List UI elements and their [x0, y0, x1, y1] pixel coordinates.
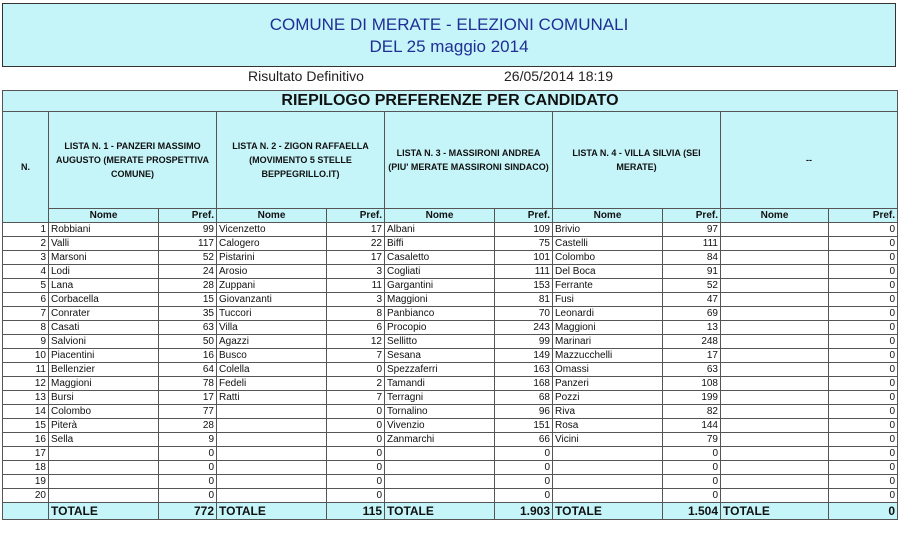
candidate-preferences: 28	[159, 419, 217, 433]
candidate-preferences: 0	[327, 447, 385, 461]
candidate-name	[721, 489, 829, 503]
candidate-name: Del Boca	[553, 265, 663, 279]
candidate-preferences: 81	[495, 293, 553, 307]
table-row	[3, 475, 898, 489]
total-label: TOTALE	[721, 503, 829, 520]
candidate-preferences: 0	[327, 475, 385, 489]
candidate-name: Marsoni	[49, 251, 159, 265]
candidate-preferences: 97	[663, 223, 721, 237]
candidate-preferences: 0	[495, 489, 553, 503]
candidate-preferences: 111	[663, 237, 721, 251]
candidate-name: Rosa	[553, 419, 663, 433]
table-row	[3, 307, 898, 321]
candidate-name: Fedeli	[217, 377, 327, 391]
candidate-name: Fusi	[553, 293, 663, 307]
pref-column-header: Pref.	[495, 209, 553, 223]
candidate-preferences: 0	[829, 377, 898, 391]
candidate-name: Lodi	[49, 265, 159, 279]
page-subtitle: DEL 25 maggio 2014	[369, 37, 529, 56]
candidate-preferences: 144	[663, 419, 721, 433]
row-number: 12	[3, 377, 49, 391]
candidate-name: Terragni	[385, 391, 495, 405]
candidate-name: Calogero	[217, 237, 327, 251]
candidate-name: Arosio	[217, 265, 327, 279]
candidate-preferences: 2	[327, 377, 385, 391]
candidate-preferences: 0	[829, 279, 898, 293]
candidate-name	[721, 307, 829, 321]
candidate-name	[217, 405, 327, 419]
row-number: 10	[3, 349, 49, 363]
table-row	[3, 405, 898, 419]
candidate-preferences: 63	[663, 363, 721, 377]
candidate-name	[217, 447, 327, 461]
candidate-preferences: 77	[159, 405, 217, 419]
candidate-preferences: 3	[327, 293, 385, 307]
candidate-preferences: 0	[829, 251, 898, 265]
candidate-name	[721, 321, 829, 335]
candidate-preferences: 0	[159, 489, 217, 503]
candidate-preferences: 7	[327, 349, 385, 363]
candidate-name	[721, 335, 829, 349]
candidate-preferences: 66	[495, 433, 553, 447]
candidate-name: Villa	[217, 321, 327, 335]
candidate-name	[553, 489, 663, 503]
candidate-name: Panbianco	[385, 307, 495, 321]
candidate-preferences: 0	[829, 293, 898, 307]
candidate-name: Colella	[217, 363, 327, 377]
pref-column-header: Pref.	[159, 209, 217, 223]
candidate-name: Sellitto	[385, 335, 495, 349]
n-column-header: N.	[3, 112, 49, 223]
candidate-name: Cogliati	[385, 265, 495, 279]
candidate-name	[49, 447, 159, 461]
total-label: TOTALE	[217, 503, 327, 520]
candidate-name	[217, 475, 327, 489]
candidate-name: Albani	[385, 223, 495, 237]
candidate-preferences: 0	[829, 419, 898, 433]
candidate-name	[721, 293, 829, 307]
candidate-preferences: 0	[327, 433, 385, 447]
total-label: TOTALE	[553, 503, 663, 520]
candidate-preferences: 0	[159, 475, 217, 489]
name-column-header: Nome	[385, 209, 495, 223]
candidate-preferences: 0	[663, 447, 721, 461]
candidate-name	[385, 447, 495, 461]
total-label: TOTALE	[49, 503, 159, 520]
candidate-preferences: 0	[327, 489, 385, 503]
candidate-name	[721, 447, 829, 461]
candidate-preferences: 96	[495, 405, 553, 419]
table-row	[3, 251, 898, 265]
candidate-preferences: 0	[495, 475, 553, 489]
candidate-name: Vicini	[553, 433, 663, 447]
candidate-preferences: 0	[663, 475, 721, 489]
candidate-preferences: 17	[159, 391, 217, 405]
candidate-name: Robbiani	[49, 223, 159, 237]
candidate-name: Corbacella	[49, 293, 159, 307]
candidate-preferences: 0	[327, 405, 385, 419]
candidate-preferences: 50	[159, 335, 217, 349]
candidate-name: Zanmarchi	[385, 433, 495, 447]
candidate-preferences: 108	[663, 377, 721, 391]
candidate-name: Vivenzio	[385, 419, 495, 433]
candidate-name	[385, 461, 495, 475]
candidate-name: Bellenzier	[49, 363, 159, 377]
candidate-preferences: 84	[663, 251, 721, 265]
candidate-preferences: 111	[495, 265, 553, 279]
candidate-preferences: 248	[663, 335, 721, 349]
candidate-name: Valli	[49, 237, 159, 251]
candidate-preferences: 24	[159, 265, 217, 279]
table-row	[3, 447, 898, 461]
candidate-name: Conrater	[49, 307, 159, 321]
page-header	[2, 3, 896, 67]
row-number: 15	[3, 419, 49, 433]
table-row	[3, 237, 898, 251]
list-5-header: --	[721, 112, 898, 209]
candidate-name: Leonardi	[553, 307, 663, 321]
candidate-preferences: 6	[327, 321, 385, 335]
candidate-preferences: 22	[327, 237, 385, 251]
candidate-name: Busco	[217, 349, 327, 363]
table-row	[3, 223, 898, 237]
row-number: 20	[3, 489, 49, 503]
row-number: 9	[3, 335, 49, 349]
candidate-preferences: 99	[159, 223, 217, 237]
candidate-name	[553, 475, 663, 489]
candidate-preferences: 17	[663, 349, 721, 363]
table-row	[3, 321, 898, 335]
candidate-name	[721, 349, 829, 363]
candidate-preferences: 0	[829, 475, 898, 489]
candidate-name: Brivio	[553, 223, 663, 237]
candidate-name	[49, 461, 159, 475]
total-label: TOTALE	[385, 503, 495, 520]
candidate-preferences: 69	[663, 307, 721, 321]
row-number: 1	[3, 223, 49, 237]
candidate-name	[385, 475, 495, 489]
candidate-preferences: 0	[829, 335, 898, 349]
candidate-name	[49, 489, 159, 503]
row-number: 18	[3, 461, 49, 475]
candidate-preferences: 0	[829, 237, 898, 251]
candidate-name	[721, 223, 829, 237]
candidate-preferences: 0	[829, 349, 898, 363]
candidate-preferences: 0	[663, 461, 721, 475]
candidate-name: Biffi	[385, 237, 495, 251]
list-3-header: LISTA N. 3 - MASSIRONI ANDREA (PIU' MERATE MASSIRONI SINDACO)	[385, 112, 553, 209]
candidate-preferences: 0	[829, 321, 898, 335]
candidate-name: Ferrante	[553, 279, 663, 293]
candidate-preferences: 199	[663, 391, 721, 405]
candidate-preferences: 28	[159, 279, 217, 293]
candidate-name: Procopio	[385, 321, 495, 335]
candidate-preferences: 0	[829, 265, 898, 279]
candidate-name	[217, 433, 327, 447]
candidate-preferences: 15	[159, 293, 217, 307]
candidate-name: Gargantini	[385, 279, 495, 293]
candidate-name	[721, 279, 829, 293]
candidate-name	[49, 475, 159, 489]
candidate-name	[721, 237, 829, 251]
table-row	[3, 461, 898, 475]
candidate-preferences: 17	[327, 251, 385, 265]
candidate-preferences: 0	[327, 419, 385, 433]
candidate-preferences: 52	[159, 251, 217, 265]
candidate-name: Maggioni	[49, 377, 159, 391]
table-row	[3, 363, 898, 377]
candidate-preferences: 117	[159, 237, 217, 251]
candidate-preferences: 68	[495, 391, 553, 405]
candidate-name: Maggioni	[385, 293, 495, 307]
row-number: 8	[3, 321, 49, 335]
candidate-name: Tamandi	[385, 377, 495, 391]
candidate-name: Agazzi	[217, 335, 327, 349]
row-number: 19	[3, 475, 49, 489]
candidate-preferences: 168	[495, 377, 553, 391]
table-row	[3, 489, 898, 503]
row-number: 11	[3, 363, 49, 377]
candidate-preferences: 35	[159, 307, 217, 321]
candidate-name: Ratti	[217, 391, 327, 405]
candidate-preferences: 0	[829, 433, 898, 447]
candidate-name	[217, 461, 327, 475]
candidate-preferences: 70	[495, 307, 553, 321]
candidate-preferences: 17	[327, 223, 385, 237]
candidate-preferences: 163	[495, 363, 553, 377]
candidate-preferences: 0	[829, 307, 898, 321]
candidate-preferences: 12	[327, 335, 385, 349]
candidate-name: Omassi	[553, 363, 663, 377]
candidate-name: Colombo	[49, 405, 159, 419]
candidate-preferences: 63	[159, 321, 217, 335]
candidate-preferences: 47	[663, 293, 721, 307]
candidate-preferences: 101	[495, 251, 553, 265]
candidate-preferences: 0	[327, 363, 385, 377]
candidate-preferences: 0	[327, 461, 385, 475]
row-number: 6	[3, 293, 49, 307]
result-status: Risultato Definitivo	[248, 68, 364, 84]
list-1-header: LISTA N. 1 - PANZERI MASSIMO AUGUSTO (MERATE PROSPETTIVA COMUNE)	[49, 112, 217, 209]
candidate-name	[217, 419, 327, 433]
candidate-name: Pistarini	[217, 251, 327, 265]
candidate-name: Panzeri	[553, 377, 663, 391]
candidate-preferences: 149	[495, 349, 553, 363]
name-column-header: Nome	[49, 209, 159, 223]
result-timestamp: 26/05/2014 18:19	[504, 68, 613, 84]
candidate-name: Zuppani	[217, 279, 327, 293]
candidate-preferences: 11	[327, 279, 385, 293]
candidate-preferences: 151	[495, 419, 553, 433]
candidate-name	[721, 251, 829, 265]
candidate-name: Spezzaferri	[385, 363, 495, 377]
total-value: 115	[327, 503, 385, 520]
list-2-header: LISTA N. 2 - ZIGON RAFFAELLA (MOVIMENTO 5 STELLE BEPPEGRILLO.IT)	[217, 112, 385, 209]
candidate-name	[553, 447, 663, 461]
candidate-name: Casaletto	[385, 251, 495, 265]
total-value: 1.903	[495, 503, 553, 520]
candidate-preferences: 0	[829, 405, 898, 419]
candidate-name: Riva	[553, 405, 663, 419]
table-row	[3, 433, 898, 447]
candidate-preferences: 0	[829, 363, 898, 377]
candidate-preferences: 78	[159, 377, 217, 391]
candidate-preferences: 9	[159, 433, 217, 447]
candidate-name	[553, 461, 663, 475]
candidate-preferences: 0	[829, 447, 898, 461]
pref-column-header: Pref.	[829, 209, 898, 223]
table-row	[3, 265, 898, 279]
candidate-preferences: 0	[495, 461, 553, 475]
table-row	[3, 335, 898, 349]
candidate-name: Sesana	[385, 349, 495, 363]
candidate-name	[721, 475, 829, 489]
candidate-preferences: 0	[829, 223, 898, 237]
candidate-name	[721, 391, 829, 405]
total-value: 0	[829, 503, 898, 520]
row-number: 3	[3, 251, 49, 265]
candidate-preferences: 8	[327, 307, 385, 321]
candidate-preferences: 79	[663, 433, 721, 447]
totals-row	[3, 503, 898, 520]
totals-spacer	[3, 503, 49, 520]
candidate-name: Piterà	[49, 419, 159, 433]
table-row	[3, 293, 898, 307]
candidate-name: Pozzi	[553, 391, 663, 405]
candidate-name	[721, 377, 829, 391]
row-number: 5	[3, 279, 49, 293]
candidate-preferences: 99	[495, 335, 553, 349]
name-column-header: Nome	[721, 209, 829, 223]
row-number: 17	[3, 447, 49, 461]
candidate-name: Salvioni	[49, 335, 159, 349]
table-row	[3, 377, 898, 391]
candidate-preferences: 64	[159, 363, 217, 377]
candidate-preferences: 0	[159, 447, 217, 461]
candidate-name: Marinari	[553, 335, 663, 349]
candidate-preferences: 0	[829, 461, 898, 475]
pref-column-header: Pref.	[327, 209, 385, 223]
table-row	[3, 419, 898, 433]
candidate-name: Colombo	[553, 251, 663, 265]
candidate-name	[721, 265, 829, 279]
candidate-preferences: 109	[495, 223, 553, 237]
name-column-header: Nome	[553, 209, 663, 223]
row-number: 4	[3, 265, 49, 279]
candidate-preferences: 3	[327, 265, 385, 279]
candidate-name: Piacentini	[49, 349, 159, 363]
candidate-preferences: 0	[829, 391, 898, 405]
candidate-preferences: 7	[327, 391, 385, 405]
candidate-name: Tuccori	[217, 307, 327, 321]
candidate-name: Giovanzanti	[217, 293, 327, 307]
candidate-name: Mazzucchelli	[553, 349, 663, 363]
candidate-name: Casati	[49, 321, 159, 335]
candidate-preferences: 91	[663, 265, 721, 279]
candidate-preferences: 153	[495, 279, 553, 293]
total-value: 1.504	[663, 503, 721, 520]
row-number: 2	[3, 237, 49, 251]
candidate-preferences: 75	[495, 237, 553, 251]
candidate-preferences: 0	[159, 461, 217, 475]
candidate-name	[721, 461, 829, 475]
row-number: 16	[3, 433, 49, 447]
candidate-name	[217, 489, 327, 503]
candidate-name: Vicenzetto	[217, 223, 327, 237]
candidate-preferences: 0	[829, 489, 898, 503]
table-row	[3, 349, 898, 363]
candidate-preferences: 16	[159, 349, 217, 363]
preferences-table	[2, 90, 898, 520]
table-title: RIEPILOGO PREFERENZE PER CANDIDATO	[3, 91, 898, 112]
candidate-name: Bursi	[49, 391, 159, 405]
candidate-name	[721, 405, 829, 419]
candidate-name	[721, 419, 829, 433]
row-number: 13	[3, 391, 49, 405]
candidate-name	[721, 433, 829, 447]
candidate-name: Maggioni	[553, 321, 663, 335]
pref-column-header: Pref.	[663, 209, 721, 223]
name-column-header: Nome	[217, 209, 327, 223]
row-number: 7	[3, 307, 49, 321]
page-title: COMUNE DI MERATE - ELEZIONI COMUNALI	[269, 15, 629, 34]
candidate-preferences: 52	[663, 279, 721, 293]
candidate-name: Sella	[49, 433, 159, 447]
list-4-header: LISTA N. 4 - VILLA SILVIA (SEI MERATE)	[553, 112, 721, 209]
candidate-preferences: 0	[495, 447, 553, 461]
candidate-name: Lana	[49, 279, 159, 293]
row-number: 14	[3, 405, 49, 419]
candidate-name	[721, 363, 829, 377]
total-value: 772	[159, 503, 217, 520]
table-row	[3, 279, 898, 293]
candidate-name: Castelli	[553, 237, 663, 251]
table-row	[3, 391, 898, 405]
candidate-preferences: 0	[663, 489, 721, 503]
candidate-preferences: 13	[663, 321, 721, 335]
candidate-preferences: 243	[495, 321, 553, 335]
candidate-name	[385, 489, 495, 503]
candidate-preferences: 82	[663, 405, 721, 419]
candidate-name: Tornalino	[385, 405, 495, 419]
